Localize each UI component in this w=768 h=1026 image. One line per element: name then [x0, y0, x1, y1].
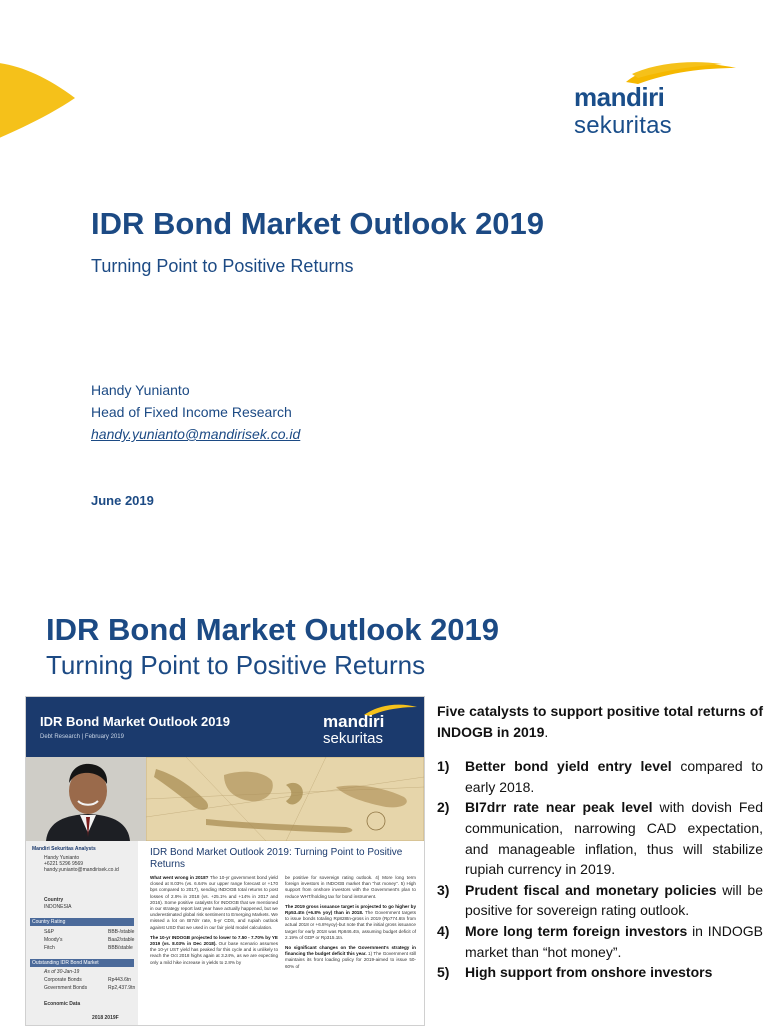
economic-data-heading: Economic Data	[44, 1001, 81, 1007]
analyst-name: Handy Yunianto	[44, 855, 80, 861]
page-title: IDR Bond Market Outlook 2019	[91, 206, 545, 241]
list-item-text: with dovish Fed communication, narrowing CAD expectation, and manageable inflation, thus will stabilize rupiah currency in 2019.	[465, 799, 763, 878]
list-item-bold: High support from onshore investors	[465, 964, 713, 981]
report-col2-lead3: No significant changes on the Government's strategy in financing the budget deficit this year.	[285, 945, 416, 957]
page-subtitle: Turning Point to Positive Returns	[91, 256, 354, 276]
report-header-date: Debt Research | February 2019	[40, 734, 124, 740]
report-header-bar	[26, 697, 424, 757]
list-item	[437, 921, 763, 962]
author-block	[91, 379, 300, 445]
archipelago-map-illustration	[146, 757, 424, 841]
decorative-yellow-shape	[0, 60, 75, 145]
report-col2-text2: The Government targets to issue bonds totaling Rp828tn-gross in 2019 (Rp774.6tn from actual 2018 or +6.8%yoy)-but note that the initial gross issuance target for early 2018 was Rp846.4tn, assuming budget deficit of 2.19% of GDP or Rp315.1tn.	[285, 910, 416, 940]
report-col1-text2: Our base scenario assumes the 10-yr UST yield has peaked for this cycle and is unlikely to reach the Oct 2018 highs again at 3.24%, as we are expecting only a mild hike increase in yields to 2.8% by	[150, 941, 278, 965]
report-sidebar	[26, 841, 138, 1025]
report-col1-lead: What went wrong in 2018?	[150, 875, 209, 880]
list-item-bold: More long term foreign investors	[465, 922, 688, 939]
slide-title: IDR Bond Market Outlook 2019	[46, 612, 500, 647]
summary-slide	[0, 585, 768, 1024]
analysts-heading: Mandiri Sekuritas Analysts	[32, 846, 96, 852]
catalysts-intro-period: .	[544, 723, 549, 740]
list-item-text: in INDOGB market than “hot money”.	[465, 922, 764, 960]
outstanding-heading: Outstanding IDR Bond Market	[30, 959, 134, 967]
analyst-photo	[26, 757, 146, 841]
list-item	[437, 962, 763, 983]
report-column-1	[150, 875, 278, 966]
outstanding-asof: As of 30-Jan-19	[44, 969, 80, 975]
mandiri-sekuritas-logo	[574, 60, 744, 140]
publication-date: June 2019	[91, 493, 154, 508]
logo-text-sekuritas: sekuritas	[574, 112, 672, 139]
outstanding-label: Government Bonds	[44, 985, 88, 991]
catalysts-intro-text: Five catalysts to support positive total returns of INDOGB in 2019	[437, 703, 763, 740]
report-col2-lead: The 2019 gross issuance target is projected to go higher by Rp53.4tn (+6.8% yoy) than in 2018.	[285, 903, 416, 916]
report-col1-text: The 10-yr government bond yield closed at 8.03% (vs. 6.64% our upper range forecast or +170 bps compared to 2017), sending INDOGB total returns to post losses of 2.9% in 2018 (vs. +25.1% and +14% in 2017 and 2016). Some positive catalysts for INDOGB that we mentioned in our strategy report last year have actually happened, but we underestimated global risk sentiment to Emerging Markets. We missed a lot on BI7drr rate, 5-yr CDS, and rupiah outlook against USD that we used in our fair yield model calculation.	[150, 875, 278, 930]
outstanding-value: Rp443.6tn	[108, 977, 132, 983]
country-label: Country	[44, 897, 64, 903]
slide-subtitle: Turning Point to Positive Returns	[46, 650, 426, 680]
rating-value: BBB-/stable	[108, 929, 135, 935]
author-role: Head of Fixed Income Research	[91, 404, 292, 420]
list-item-text: compared to early 2018.	[465, 758, 763, 795]
rating-agency: S&P	[44, 929, 55, 935]
report-header-title: IDR Bond Market Outlook 2019	[40, 714, 230, 729]
author-name: Handy Yunianto	[91, 382, 190, 398]
rating-agency: Fitch	[44, 945, 55, 951]
country-value: INDONESIA	[44, 904, 72, 910]
list-item	[437, 756, 763, 797]
list-number: 2)	[437, 799, 450, 816]
author-email-link[interactable]: handy.yunianto@mandirisek.co.id	[91, 426, 301, 442]
list-number: 3)	[437, 881, 450, 898]
rating-value: BBB/stable	[108, 945, 133, 951]
analyst-phone: +6221 5296 9569	[44, 861, 84, 867]
catalysts-list	[437, 756, 763, 983]
outstanding-label: Corporate Bonds	[44, 977, 82, 983]
list-item-bold: Prudent fiscal and monetary policies	[465, 881, 717, 898]
report-logo-sekuritas: sekuritas	[323, 730, 384, 747]
list-item-bold: BI7drr rate near peak level	[465, 799, 653, 816]
report-col1-lead2: The 10-yr INDOGB projected to lower to 7.50 - 7.70% by YE 2019 (vs. 8.03% in Dec 2018).	[150, 934, 278, 947]
list-item	[437, 880, 763, 921]
outstanding-value: Rp2,437.9tn	[108, 985, 136, 991]
report-article-title: IDR Bond Market Outlook 2019: Turning Point to Positive Returns	[150, 847, 403, 870]
list-item-text: will be positive for sovereign rating outlook.	[465, 881, 763, 919]
list-item	[437, 797, 763, 879]
report-logo-mandiri: mandiri	[323, 712, 385, 731]
report-col2-text3: 1) The Government still maintains its front loading policy for 2019-aimed to issue 50-60% of	[285, 951, 416, 969]
report-col2-text: be positive for sovereign rating outlook. 4) More long term foreign investors in INDOGB market than "hot money". 5) High support from onshore investors with the Government's plan to reduce WHT/holding tax for bond instrument.	[285, 875, 416, 899]
country-rating-heading: Country Rating	[30, 918, 134, 926]
catalysts-summary	[437, 701, 763, 983]
report-column-2	[285, 875, 416, 970]
list-item-bold: Better bond yield entry level	[465, 758, 672, 775]
logo-text-mandiri: mandiri	[574, 82, 665, 112]
catalysts-intro	[437, 701, 763, 742]
list-number: 4)	[437, 922, 450, 939]
analyst-email: handy.yunianto@mandirisek.co.id	[44, 867, 119, 873]
list-number: 5)	[437, 964, 450, 981]
economic-data-years: 2018 2019F	[92, 1015, 119, 1021]
rating-agency: Moody's	[44, 937, 63, 943]
list-number: 1)	[437, 758, 450, 775]
report-cover-thumbnail	[25, 696, 425, 1026]
rating-value: Baa2/stable	[108, 937, 135, 943]
